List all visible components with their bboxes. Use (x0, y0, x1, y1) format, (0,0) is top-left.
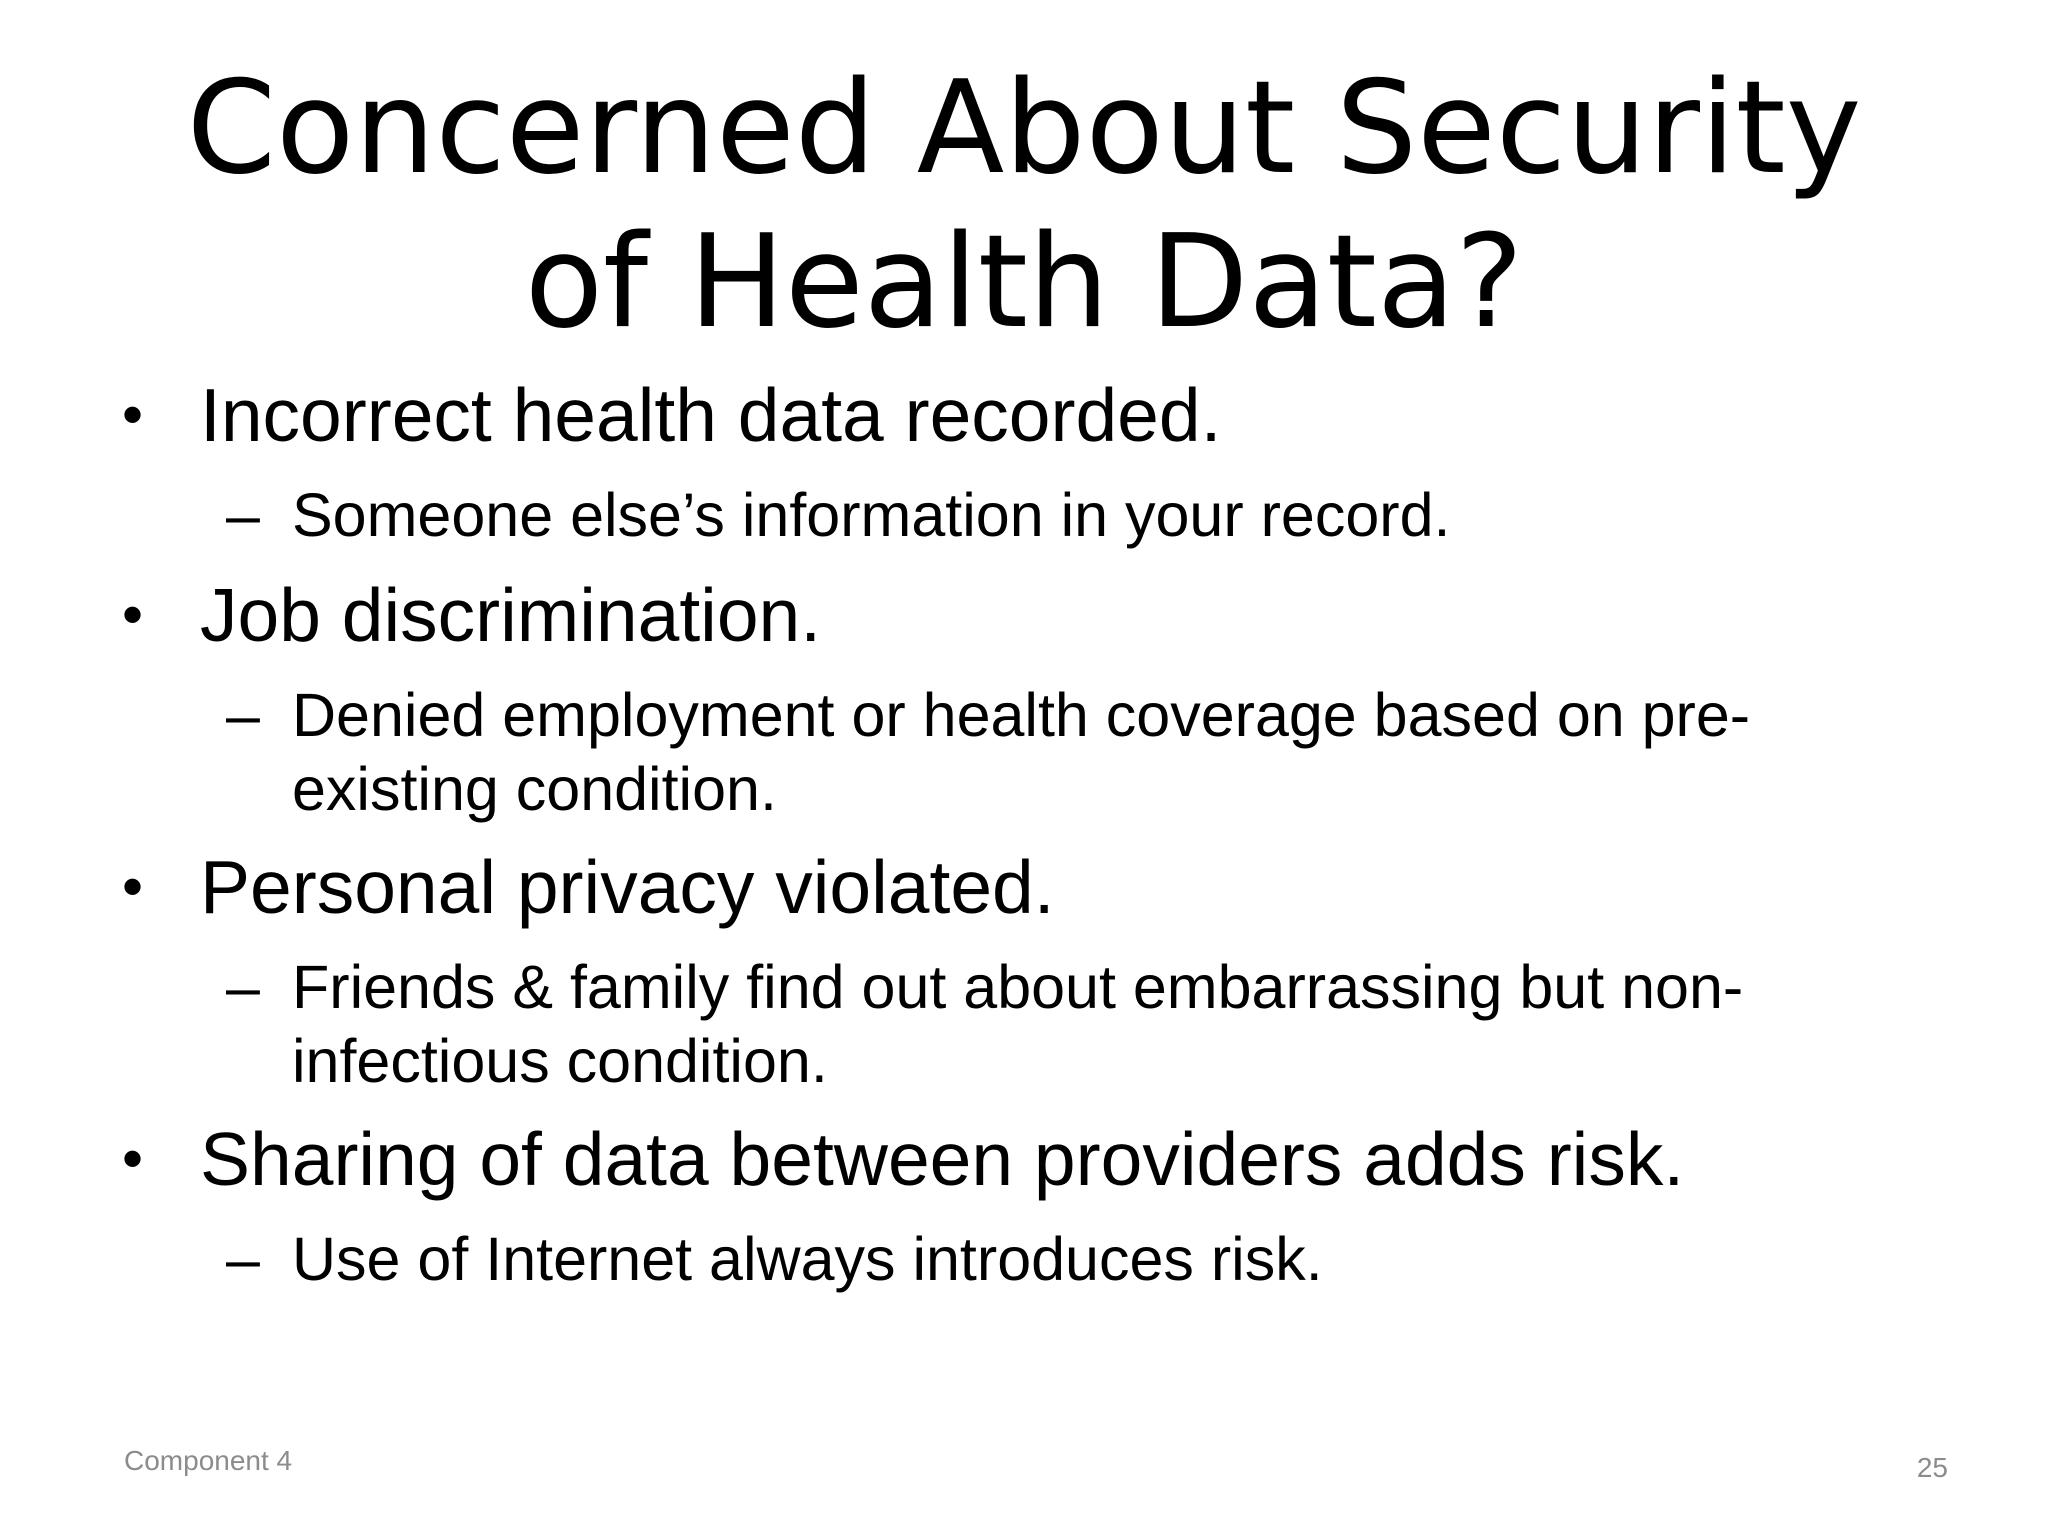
bullet-text: Personal privacy violated. (200, 845, 1055, 929)
sub-bullet-text: Use of Internet always introduces risk. (292, 1225, 1323, 1293)
bullet-item (122, 1116, 1980, 1202)
page-number: 25 (1916, 1452, 1948, 1483)
sub-bullet-text: existing condition. (292, 755, 777, 823)
sub-bullet-item (226, 678, 1972, 752)
sub-bullet-text: Friends & family find out about embarrassing but non- (292, 953, 1744, 1021)
bullet-item (122, 572, 1980, 658)
bullet-item (122, 844, 1980, 930)
bullet-icon: • (122, 853, 144, 920)
bullet-icon: • (122, 1125, 144, 1192)
sub-bullet-item (226, 478, 1972, 552)
bullet-icon: • (122, 381, 144, 448)
footer-component-label: Component 4 (124, 1445, 293, 1476)
sub-bullet-text: Denied employment or health coverage based on pre- (292, 681, 1751, 749)
bullet-text: Sharing of data between providers adds risk. (200, 1117, 1685, 1201)
slide-title-line-1: Concerned About Security (186, 54, 1862, 203)
bullet-text: Incorrect health data recorded. (200, 373, 1222, 457)
sub-bullet-text: Someone else’s information in your record. (292, 481, 1451, 549)
bullet-item (122, 372, 1980, 458)
sub-bullet-continuation (292, 752, 1972, 826)
dash-icon: – (226, 953, 260, 1021)
bullet-icon: • (122, 581, 144, 648)
slide-title-line-2: of Health Data? (524, 208, 1524, 357)
dash-icon: – (226, 481, 260, 549)
sub-bullet-continuation (292, 1024, 1972, 1098)
dash-icon: – (226, 1225, 260, 1293)
sub-bullet-text: infectious condition. (292, 1027, 828, 1095)
sub-bullet-item (226, 950, 1972, 1024)
dash-icon: – (226, 681, 260, 749)
bullet-text: Job discrimination. (200, 573, 822, 657)
sub-bullet-item (226, 1222, 1972, 1296)
